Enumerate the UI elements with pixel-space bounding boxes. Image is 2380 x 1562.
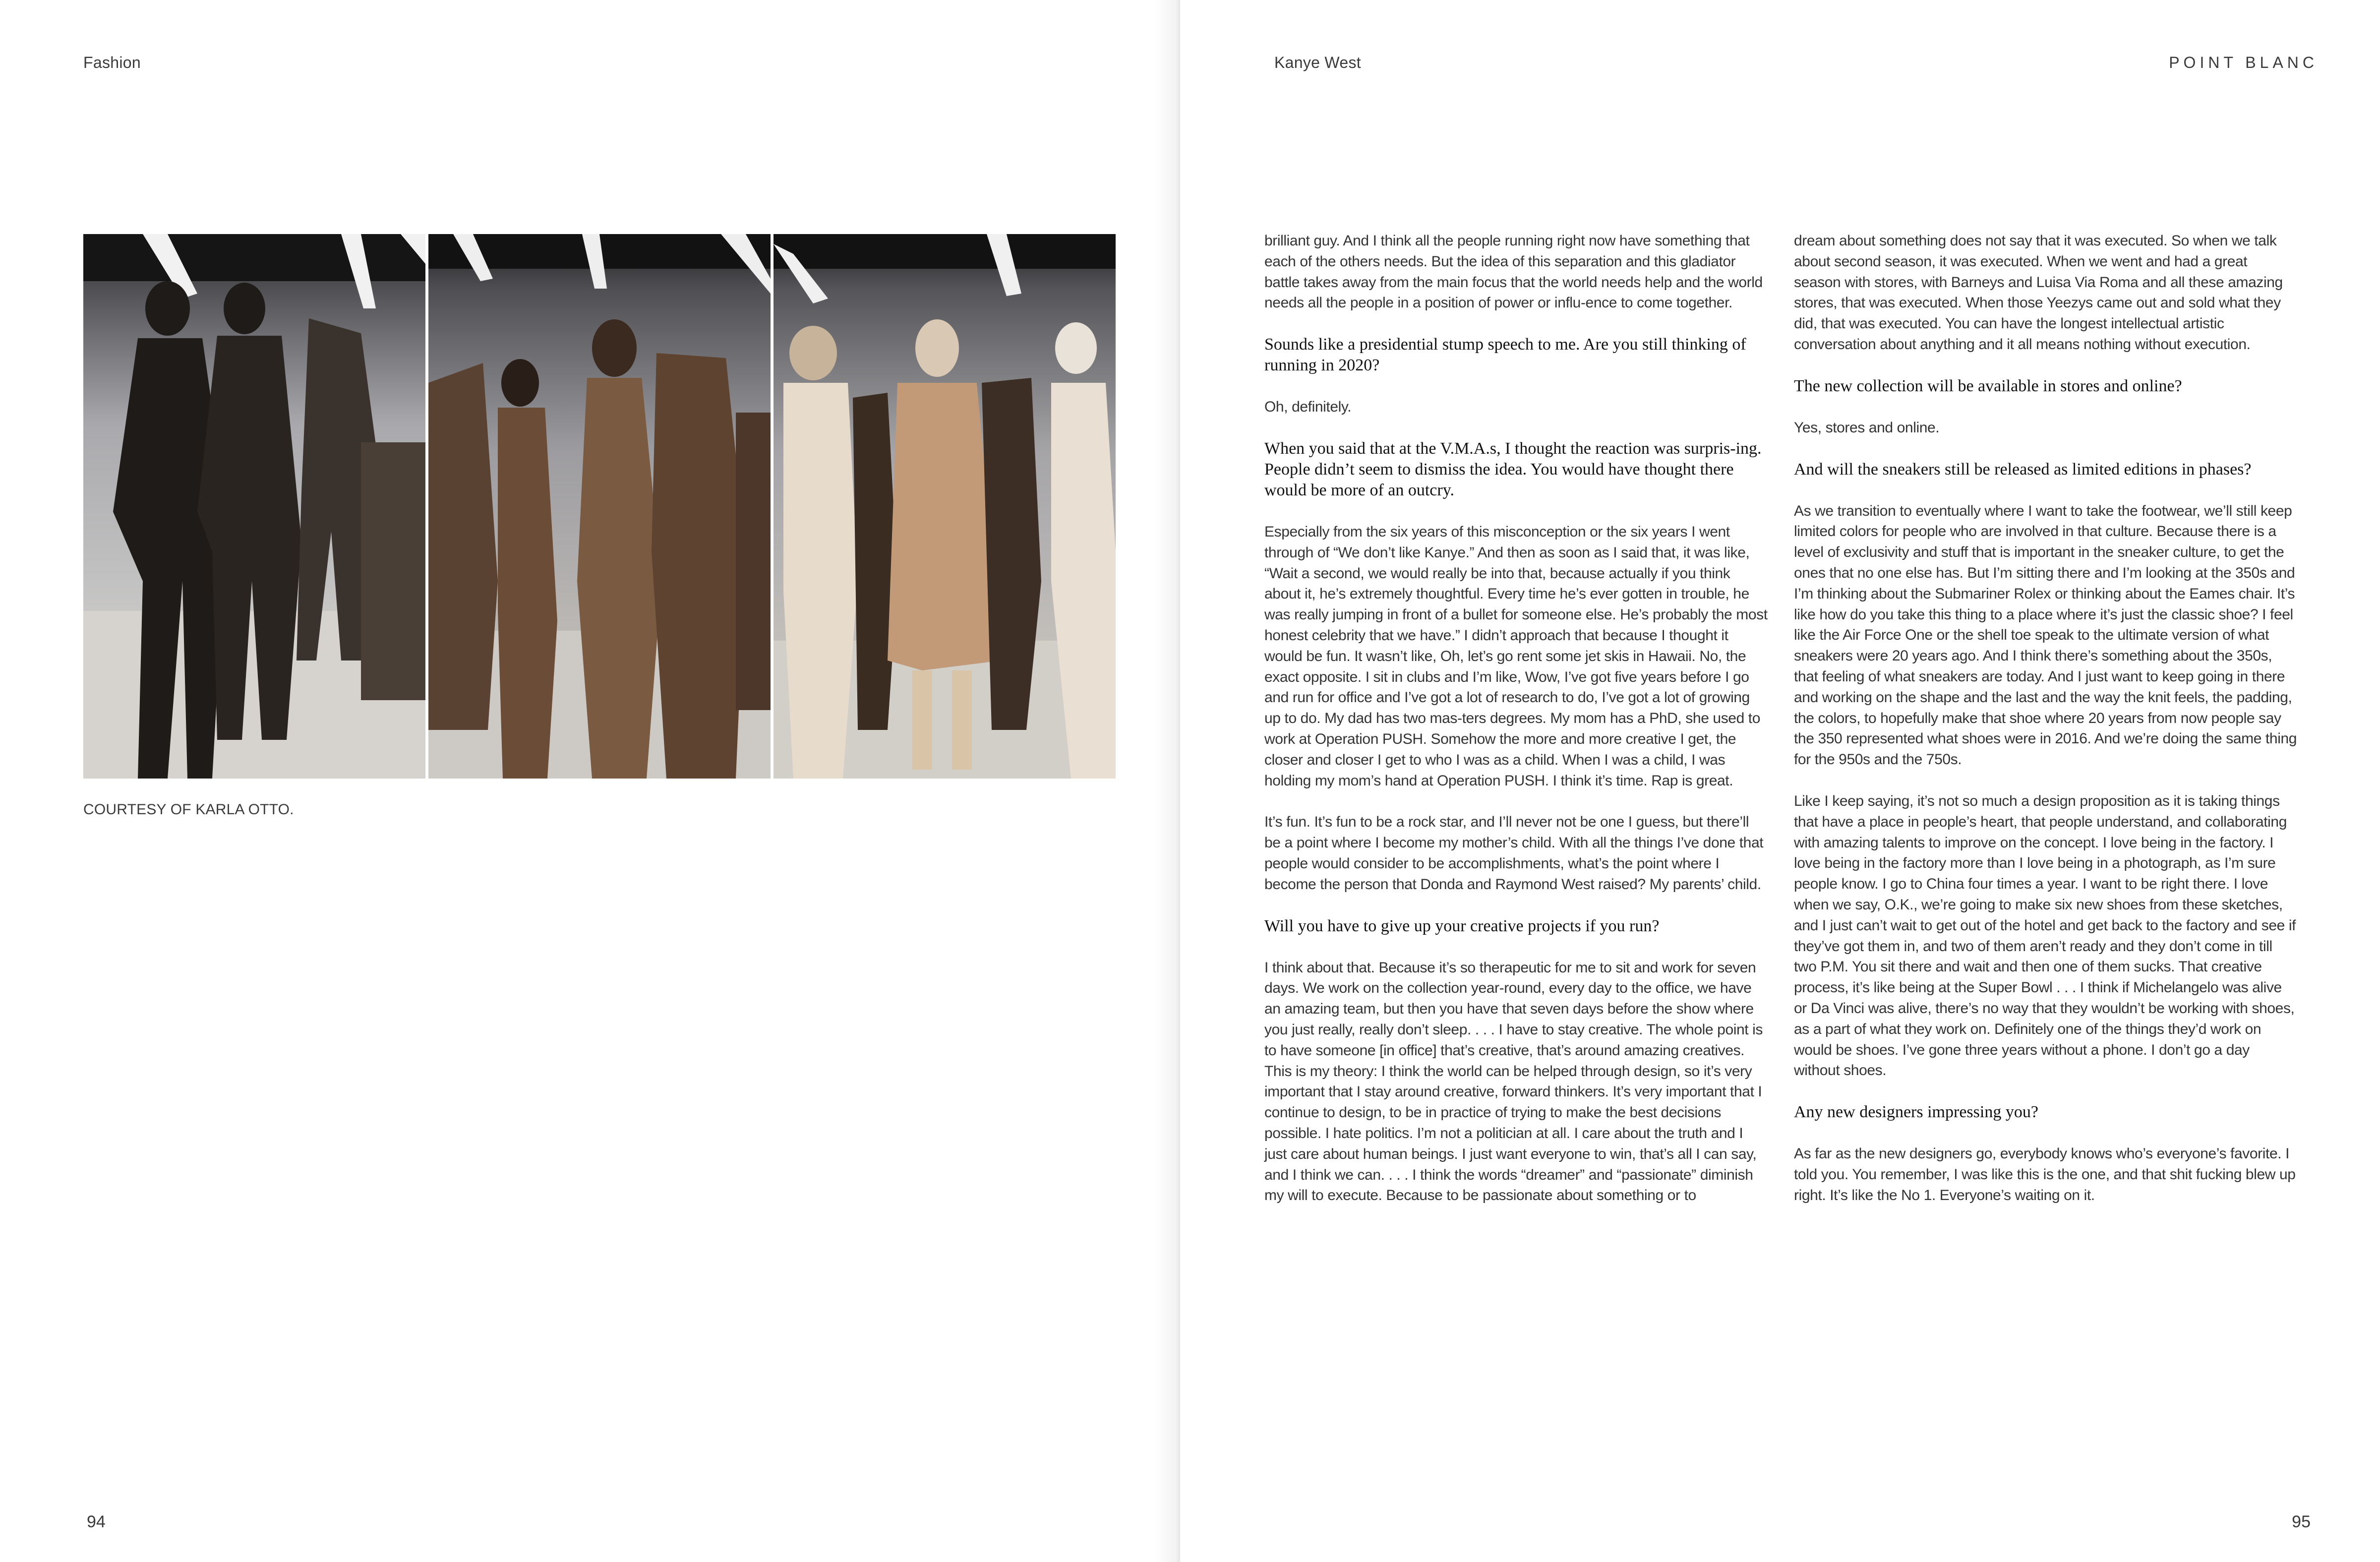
article-column-2 [1794,231,2297,1226]
magazine-brand: POINT BLANC [2169,54,2318,71]
interview-answer: Yes, stores and online. [1794,419,1940,436]
page-number-right: 95 [2292,1512,2311,1531]
runway-photo-3-image [774,234,1116,779]
running-head: Kanye West [1274,54,1361,71]
interview-answer: As we transition to eventually where I want to take the footwear, we’ll still keep limited colors for people who are involved in that culture. Because there is a level of exclusivity and stuff that is important in the sneaker culture, to get the ones that no one else has. But I’m sitting there and I’m looking at the 350s and I’m thinking about the Submariner Rolex or thinking about the Eames chair. It’s like how do you take this thing to a place where it’s just the classic shoe? I feel like the Air Force One or the shell toe speak to the ultimate version of what sneakers were 20 years ago. And I think there’s something about the 350s, that feeling of what sneakers are today. And I just want to keep going in there and working on the shape and the last and the way the knit feels, the padding, the colors, to hopefully make that shoe where 20 years from now people say the 350 represented what shoes were in 2016. And we’re doing the same thing for the 950s and the 750s. [1794,502,2297,768]
section-label: Fashion [83,54,141,71]
interview-answer: brilliant guy. And I think all the people running right now have something that each of the others needs. But the idea of this separation and this gladiator battle takes away from the main focus that the world needs help and the world needs all the people in a position of power or influ-ence to come together. [1264,233,1763,311]
left-page [0,0,1180,1562]
runway-photo-1 [83,234,425,779]
interview-answer: dream about something does not say that it was executed. So when we talk about second season, it was executed. When we went and had a great season with stores, with Barneys and Luisa Via Roma and all these amazing stores, that was executed. When those Yeezys came out and sold what they did, that was executed. You can have the longest intellectual artistic conversation about anything and it all means nothing without execution. [1794,233,2283,353]
article-column-1 [1264,231,1768,1227]
interview-answer: I think about that. Because it’s so therapeutic for me to sit and work for seven days. We work on the collection year-round, every day to the office, we have an amazing team, but then you have that seven days before the show where you just really, really don’t sleep. . . . I have to stay creative. The whole point is to have someone [in office] that’s creative, that’s around amazing creatives. This is my theory: I think the world can be helped through design, so it’s very important that I stay around creative, forward thinkers. It’s very important that I continue to design, to be in practice of trying to make the best decisions possible. I hate politics. I’m not a politician at all. I care about the truth and I just care about human beings. I just want everyone to win, that’s all I can say, and I think we can. . . . I think the words “dreamer” and “passionate” diminish my will to execute. Because to be passionate about something or to [1264,959,1763,1204]
interview-question: When you said that at the V.M.A.s, I thought the reaction was surpris-ing. People didn’t seem to dismiss the idea. You would have thought there would be more of an outcry. [1264,439,1762,499]
interview-answer: Oh, definitely. [1264,399,1352,416]
right-page [1180,0,2380,1562]
page-number-left: 94 [87,1512,106,1531]
runway-photo-1-image [83,234,425,779]
interview-answer: Like I keep saying, it’s not so much a design proposition as it is taking things that have a place in people’s heart, that people understand, and collaborating with amazing talents to improve on the concept. I love being in the factory. I love being in the factory more than I love being in a photograph, as I’m sure people know. I go to China four times a year. I want to be right there. I love when we say, O.K., we’re going to make six new shoes from these sketches, and I just can’t wait to get out of the hotel and get back to the factory and see if they’ve got them in, and two of them aren’t ready and they don’t come in till two P.M. You sit there and wait and then one of them sucks. That creative process, it’s like being at the Super Bowl . . . I think if Michelangelo was alive or Da Vinci was alive, there’s no way that they wouldn’t be working with shoes, as a part of what they work on. Definitely one of the things they’d work on would be shoes. I’ve gone three years without a phone. I don’t go a day without shoes. [1794,792,2296,1079]
interview-answer: As far as the new designers go, everybody knows who’s everyone’s favorite. I told you. You remember, I was like this is the one, and that shit fucking blew up right. It’s like the No 1. Everyone’s waiting on it. [1794,1145,2296,1203]
interview-question: Sounds like a presidential stump speech to me. Are you still thinking of running in 2020? [1264,335,1746,375]
interview-question: The new collection will be available in stores and online? [1794,376,2182,395]
runway-photo-strip [83,234,1116,779]
interview-answer: Especially from the six years of this misconception or the six years I went through of “We don’t like Kanye.” And then as soon as I said that, it was like, “Wait a second, we would really be into that, because actually if you think about it, he’s extremely thoughtful. Every time he’s ever gotten in trouble, he was really jumping in front of a bullet for someone else. He’s probably the most honest celebrity that we have.” I didn’t approach that because I thought it would be fun. It wasn’t like, Oh, let’s go rent some jet skis in Hawaii. No, the exact opposite. I sit in clubs and I’m like, Wow, I’ve got five years before I go and run for office and I’ve got a lot of research to do, I’ve got a lot of growing up to do. My dad has two mas-ters degrees. My mom has a PhD, she used to work at Operation PUSH. Somehow the more and more creative I get, the closer and closer I get to who I was as a child. When I was a child, I was holding my mom’s hand at Operation PUSH. I think it’s time. Rap is great. [1264,523,1768,789]
runway-photo-2 [428,234,771,779]
interview-answer: It’s fun. It’s fun to be a rock star, and I’ll never not be one I guess, but there’ll be a point where I become my mother’s child. With all the things I’ve done that people would consider to be accomplishments, what’s the point where I become the person that Donda and Raymond West raised? My parents’ child. [1264,814,1764,893]
photo-caption: COURTESY OF KARLA OTTO. [83,801,294,818]
interview-question: Any new designers impressing you? [1794,1103,2038,1122]
runway-photo-2-image [428,234,771,779]
interview-question: And will the sneakers still be released as limited editions in phases? [1794,460,2252,479]
runway-photo-3 [774,234,1116,779]
interview-question: Will you have to give up your creative projects if you run? [1264,916,1660,935]
